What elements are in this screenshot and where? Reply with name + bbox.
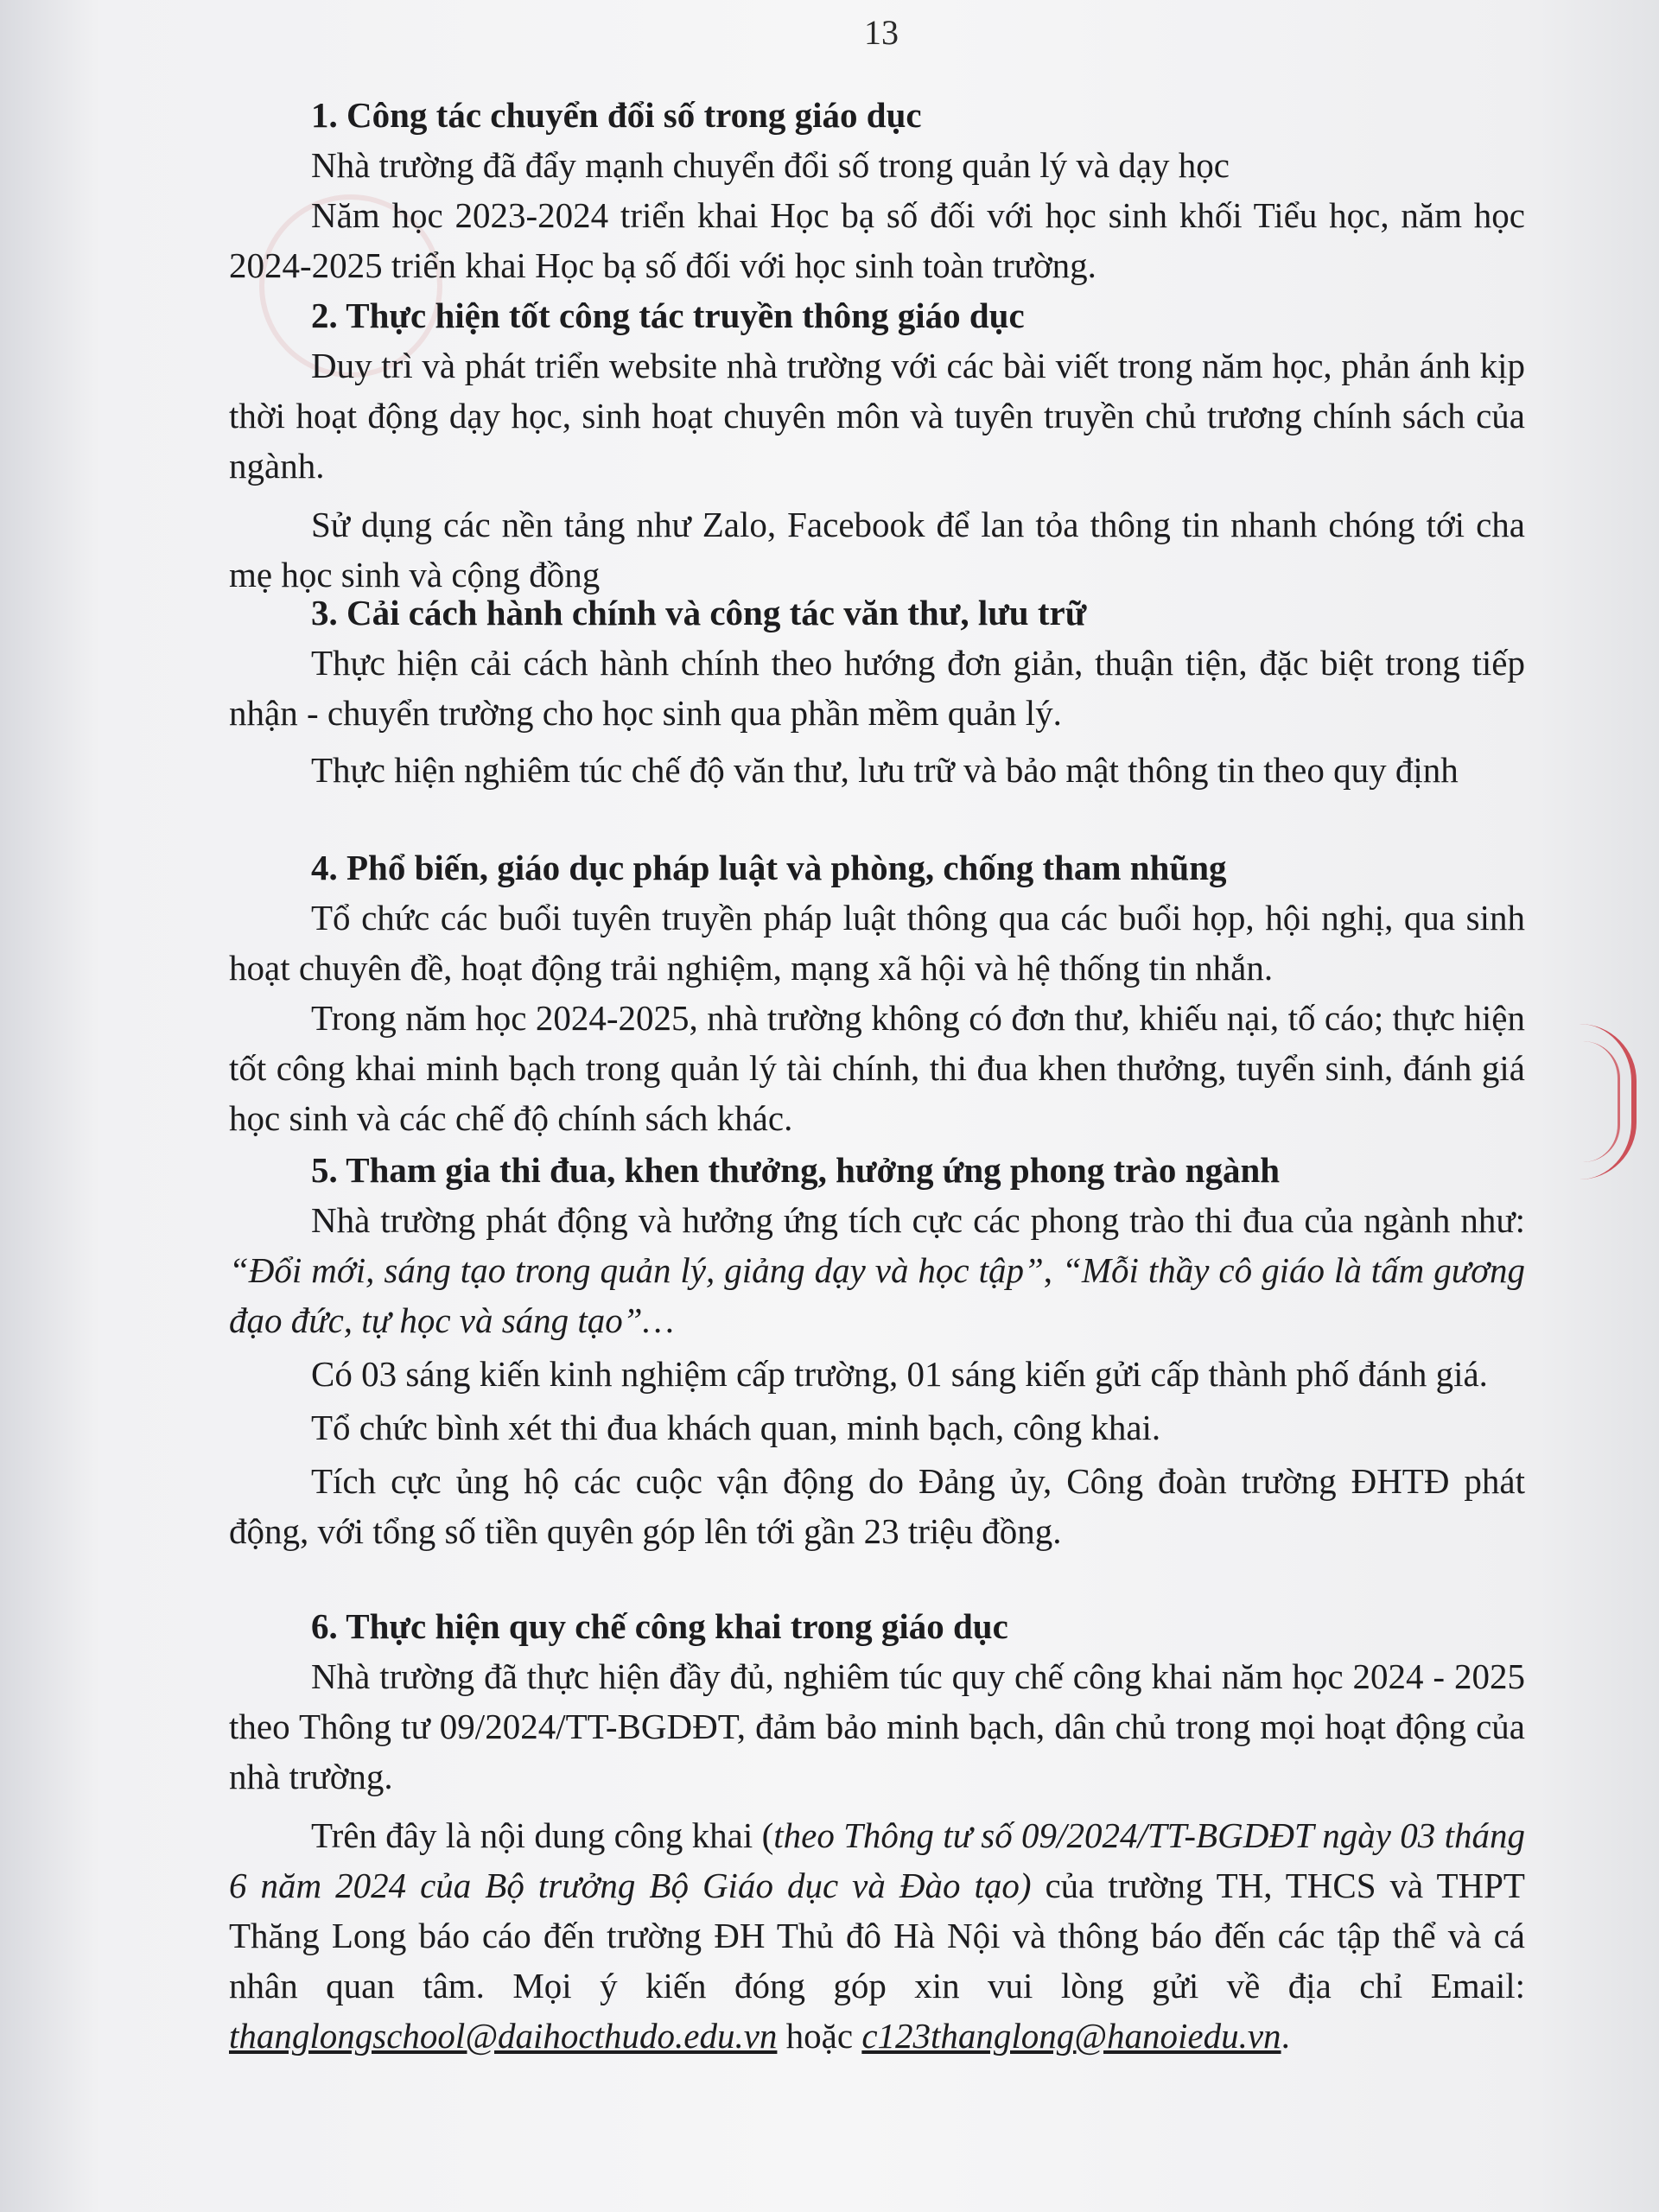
section-heading: 2. Thực hiện tốt công tác truyền thông giáo dục bbox=[311, 296, 1025, 335]
paragraph: Thực hiện cải cách hành chính theo hướng đơn giản, thuận tiện, đặc biệt trong tiếp nhận - chuyển trường cho học sinh qua phần mềm quản lý. bbox=[229, 643, 1525, 733]
closing-text: Trên đây là nội dung công khai ( bbox=[311, 1815, 774, 1855]
section-6 bbox=[229, 1601, 1525, 1802]
email-link-1[interactable]: thanglongschool@daihocthudo.edu.vn bbox=[229, 2016, 778, 2056]
campaign-quote: “Đổi mới, sáng tạo trong quản lý, giảng dạy và học tập” bbox=[229, 1250, 1044, 1290]
page-number: 13 bbox=[864, 13, 899, 52]
red-stamp-edge-inner bbox=[1583, 1041, 1620, 1162]
separator: , bbox=[1043, 1250, 1063, 1290]
closing-text: của trường TH, THCS và THPT Thăng Long báo cáo đến trường ĐH Thủ đô Hà Nội và thông báo đến các tập thể và cá nhân quan tâm. Mọi ý kiến đóng góp xin vui lòng gửi về địa chỉ Email: bbox=[229, 1866, 1525, 2005]
closing-text: . bbox=[1281, 2016, 1290, 2056]
paragraph: Năm học 2023-2024 triển khai Học bạ số đối với học sinh khối Tiểu học, năm học 2024-2025 triển khai Học bạ số đối với học sinh toàn trường. bbox=[229, 195, 1525, 285]
section-4 bbox=[229, 842, 1525, 1143]
paragraph: Tổ chức bình xét thi đua khách quan, minh bạch, công khai. bbox=[311, 1408, 1161, 1447]
section-2 bbox=[229, 290, 1525, 600]
section-heading: 1. Công tác chuyển đổi số trong giáo dục bbox=[311, 95, 922, 135]
paragraph bbox=[229, 1195, 1525, 1345]
section-1 bbox=[229, 90, 1525, 290]
section-heading: 3. Cải cách hành chính và công tác văn thư, lưu trữ bbox=[311, 593, 1087, 632]
closing-text: hoặc bbox=[777, 2016, 862, 2056]
paragraph: Nhà trường đã thực hiện đầy đủ, nghiêm túc quy chế công khai năm học 2024 - 2025 theo Thông tư 09/2024/TT-BGDĐT, đảm bảo minh bạch, dân chủ trong mọi hoạt động của nhà trường. bbox=[229, 1656, 1525, 1796]
paragraph: Tổ chức các buổi tuyên truyền pháp luật thông qua các buổi họp, hội nghị, qua sinh hoạt chuyên đề, hoạt động trải nghiệm, mạng xã hội và hệ thống tin nhắn. bbox=[229, 898, 1525, 988]
closing-reference: theo Thông tư số 09/2024/TT-BGDĐT ngày 03 tháng 6 năm 2024 của Bộ trưởng Bộ Giáo dục và Đào tạo) bbox=[229, 1815, 1526, 1905]
closing-block bbox=[229, 1810, 1525, 2061]
paragraph: Trong năm học 2024-2025, nhà trường không có đơn thư, khiếu nại, tố cáo; thực hiện tốt công khai minh bạch trong quản lý tài chính, thi đua khen thưởng, tuyển sinh, đánh giá học sinh và các chế độ chính sách khác. bbox=[229, 998, 1525, 1138]
section-5 bbox=[229, 1145, 1525, 1556]
paragraph: Có 03 sáng kiến kinh nghiệm cấp trường, 01 sáng kiến gửi cấp thành phố đánh giá. bbox=[311, 1354, 1488, 1394]
paragraph: Nhà trường đã đẩy mạnh chuyển đổi số trong quản lý và dạy học bbox=[311, 145, 1230, 185]
paragraph: Duy trì và phát triển website nhà trường với các bài viết trong năm học, phản ánh kịp thời hoạt động dạy học, sinh hoạt chuyên môn và tuyên truyền chủ trương chính sách của ngành. bbox=[229, 346, 1525, 486]
closing-paragraph bbox=[229, 1810, 1525, 2061]
section-3 bbox=[229, 588, 1525, 795]
paragraph: Sử dụng các nền tảng như Zalo, Facebook để lan tỏa thông tin nhanh chóng tới cha mẹ học sinh và cộng đồng bbox=[229, 505, 1525, 594]
email-link-2[interactable]: c123thanglong@hanoiedu.vn bbox=[861, 2016, 1281, 2056]
paragraph: Thực hiện nghiêm túc chế độ văn thư, lưu trữ và bảo mật thông tin theo quy định bbox=[311, 750, 1459, 790]
section-heading: 5. Tham gia thi đua, khen thưởng, hưởng ứng phong trào ngành bbox=[311, 1150, 1281, 1190]
section-heading: 6. Thực hiện quy chế công khai trong giáo dục bbox=[311, 1606, 1008, 1646]
paragraph: Tích cực ủng hộ các cuộc vận động do Đảng ủy, Công đoàn trường ĐHTĐ phát động, với tổng số tiền quyên góp lên tới gần 23 triệu đồng. bbox=[229, 1461, 1525, 1551]
paragraph-text: Nhà trường phát động và hưởng ứng tích cực các phong trào thi đua của ngành như: bbox=[311, 1200, 1525, 1240]
section-heading: 4. Phổ biến, giáo dục pháp luật và phòng, chống tham nhũng bbox=[311, 848, 1227, 887]
campaign-quote: “Mỗi thầy cô giáo là tấm gương đạo đức, tự học và sáng tạo”… bbox=[229, 1250, 1526, 1340]
